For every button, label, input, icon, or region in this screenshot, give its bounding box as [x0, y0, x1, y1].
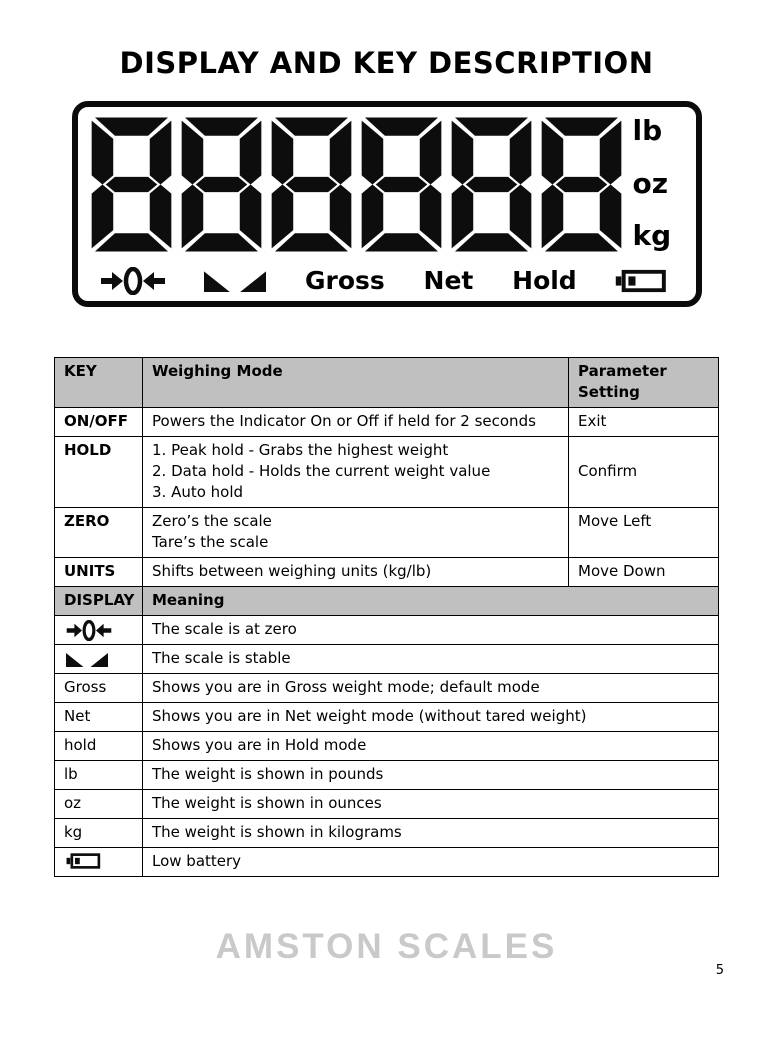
seven-segment-digit-8 — [270, 116, 353, 253]
display-row-net — [55, 703, 719, 732]
page-number: 5 — [715, 963, 724, 978]
display-row-gross — [55, 674, 719, 703]
seven-segment-digit-8 — [90, 116, 173, 253]
seven-segment-digit-8 — [540, 116, 623, 253]
mode-cell — [143, 437, 569, 508]
table-row-units — [55, 558, 719, 587]
meaning-cell: The weight is shown in ounces — [143, 790, 719, 819]
net-indicator-label: Net — [423, 266, 474, 295]
unit-oz-label: oz — [632, 166, 669, 200]
seven-segment-digit-8 — [360, 116, 443, 253]
zero-indicator-icon — [100, 267, 166, 295]
meaning-cell: Shows you are in Hold mode — [143, 732, 719, 761]
stable-indicator-icon — [204, 270, 266, 292]
display-row-oz — [55, 790, 719, 819]
meaning-cell: The weight is shown in kilograms — [143, 819, 719, 848]
key-cell: HOLD — [55, 437, 143, 508]
key-cell: UNITS — [55, 558, 143, 587]
mode-line: 3. Auto hold — [152, 483, 244, 501]
meaning-cell: The scale is stable — [143, 645, 719, 674]
display-row-kg — [55, 819, 719, 848]
gross-indicator-label: Gross — [305, 266, 385, 295]
table-row-zero — [55, 508, 719, 558]
mode-line: Zero’s the scale — [152, 512, 272, 530]
meaning-cell: Low battery — [143, 848, 719, 877]
stable-indicator-icon — [66, 652, 108, 667]
display-label-cell: kg — [55, 819, 143, 848]
mode-line: 2. Data hold - Holds the current weight value — [152, 462, 491, 480]
meaning-cell: Shows you are in Gross weight mode; default mode — [143, 674, 719, 703]
display-row-hold — [55, 732, 719, 761]
watermark: AMSTON SCALES — [215, 927, 558, 966]
meaning-cell: The scale is at zero — [143, 616, 719, 645]
lcd-unit-labels — [633, 116, 672, 253]
param-cell: Exit — [569, 408, 719, 437]
display-label-cell: oz — [55, 790, 143, 819]
key-cell: ON/OFF — [55, 408, 143, 437]
lcd-indicator-row — [90, 260, 684, 297]
display-symbol-cell — [55, 616, 143, 645]
unit-lb-label: lb — [632, 114, 663, 147]
meaning-cell: Shows you are in Net weight mode (without tared weight) — [143, 703, 719, 732]
key-table-header-row — [55, 358, 719, 408]
display-label-cell: hold — [55, 732, 143, 761]
param-cell: Confirm — [569, 437, 719, 508]
display-row-zero — [55, 616, 719, 645]
battery-icon — [66, 852, 101, 870]
zero-indicator-icon — [66, 620, 112, 641]
key-cell: ZERO — [55, 508, 143, 558]
header-cell-key: KEY — [55, 358, 143, 408]
page-title: DISPLAY AND KEY DESCRIPTION — [119, 46, 654, 80]
display-row-lb — [55, 761, 719, 790]
display-label-cell: Gross — [55, 674, 143, 703]
display-label-cell: lb — [55, 761, 143, 790]
display-table-header-row — [55, 587, 719, 616]
header-cell-meaning: Meaning — [143, 587, 719, 616]
display-symbol-cell — [55, 848, 143, 877]
header-cell-parameter-setting: Parameter Setting — [569, 358, 719, 408]
mode-line: 1. Peak hold - Grabs the highest weight — [152, 441, 449, 459]
header-cell-display: DISPLAY — [55, 587, 143, 616]
display-symbol-cell — [55, 645, 143, 674]
hold-indicator-label: Hold — [512, 266, 577, 295]
lcd-digit-area — [90, 116, 684, 260]
param-cell: Move Down — [569, 558, 719, 587]
display-row-stable — [55, 645, 719, 674]
meaning-cell: The weight is shown in pounds — [143, 761, 719, 790]
lcd-digits — [90, 116, 623, 253]
display-row-battery — [55, 848, 719, 877]
display-label-cell: Net — [55, 703, 143, 732]
unit-kg-label: kg — [632, 219, 672, 252]
mode-line: Tare’s the scale — [152, 533, 269, 551]
mode-cell: Powers the Indicator On or Off if held for 2 seconds — [143, 408, 569, 437]
table-row-onoff — [55, 408, 719, 437]
lcd-display-panel — [72, 101, 702, 307]
param-cell: Move Left — [569, 508, 719, 558]
mode-cell — [143, 508, 569, 558]
seven-segment-digit-8 — [450, 116, 533, 253]
table-row-hold — [55, 437, 719, 508]
key-description-table — [54, 357, 719, 877]
mode-cell: Shifts between weighing units (kg/lb) — [143, 558, 569, 587]
seven-segment-digit-8 — [180, 116, 263, 253]
header-cell-weighing-mode: Weighing Mode — [143, 358, 569, 408]
battery-icon — [615, 268, 667, 294]
manual-page — [0, 46, 773, 978]
